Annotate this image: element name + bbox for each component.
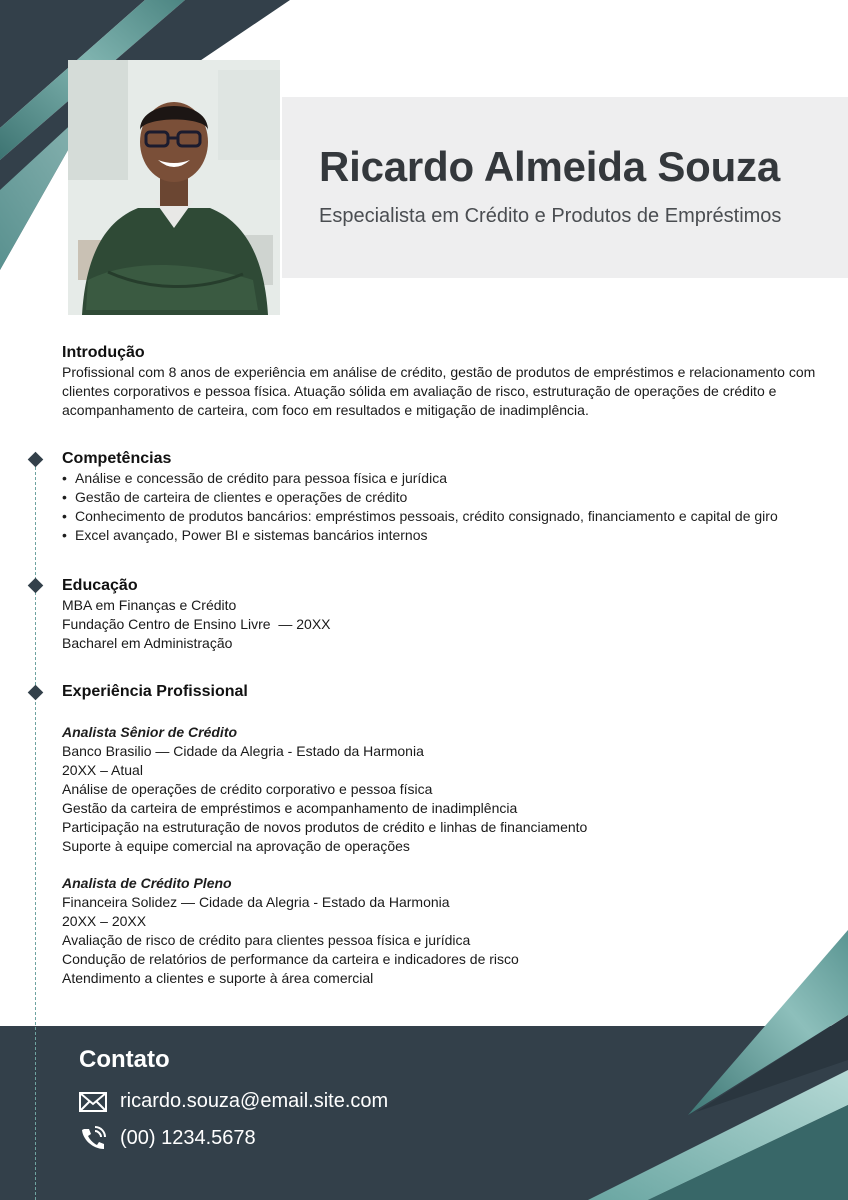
job-task: Análise de operações de crédito corporativo e pessoa física [62,781,433,797]
person-name: Ricardo Almeida Souza [319,143,781,190]
job-title: Analista Sênior de Crédito [62,724,238,740]
skills-title: Competências [62,450,172,467]
job-task: Atendimento a clientes e suporte à área comercial [62,970,374,986]
experience-title: Experiência Profissional [62,683,248,700]
education-line: Bacharel em Administração [62,635,233,651]
timeline-marker-education [28,578,44,594]
job-period: 20XX – 20XX [62,913,147,929]
contact-title: Contato [79,1046,170,1073]
job-company: Banco Brasilio — Cidade da Alegria - Estado da Harmonia [62,743,424,759]
education-title: Educação [62,577,138,594]
skill-item: • Gestão de carteira de clientes e operações de crédito [62,488,822,507]
profile-photo [68,60,280,315]
education-section [62,576,822,653]
person-role: Especialista em Crédito e Produtos de Empréstimos [319,205,782,227]
intro-title: Introdução [62,344,145,361]
skills-section [62,449,822,545]
education-line: Fundação Centro de Ensino Livre — 20XX [62,616,331,632]
job-task: Suporte à equipe comercial na aprovação de operações [62,838,410,854]
job-task: Participação na estruturação de novos produtos de crédito e linhas de financiamento [62,819,588,835]
email-text: ricardo.souza@email.site.com [120,1090,389,1112]
job-period: 20XX – Atual [62,762,143,778]
skill-item: • Conhecimento de produtos bancários: empréstimos pessoais, crédito consignado, financiamento e capital de giro [62,507,822,526]
decorative-bottom-shapes [588,930,848,1200]
skill-item: • Análise e concessão de crédito para pessoa física e jurídica [62,469,822,488]
intro-section [62,343,822,420]
timeline-line [35,452,36,1200]
contact-phone[interactable] [79,1126,256,1150]
job-company: Financeira Solidez — Cidade da Alegria - Estado da Harmonia [62,894,450,910]
timeline-marker-skills [28,452,44,468]
phone-icon [79,1126,107,1150]
contact-email[interactable] [79,1090,388,1113]
job-task: Gestão da carteira de empréstimos e acompanhamento de inadimplência [62,800,518,816]
envelope-icon [79,1092,107,1112]
timeline-marker-experience [28,685,44,701]
job-entry [62,723,822,856]
job-task: Condução de relatórios de performance da carteira e indicadores de risco [62,951,519,967]
skill-item: • Excel avançado, Power BI e sistemas bancários internos [62,526,822,545]
job-task: Avaliação de risco de crédito para clientes pessoa física e jurídica [62,932,471,948]
job-title: Analista de Crédito Pleno [62,875,232,891]
phone-text: (00) 1234.5678 [120,1126,256,1149]
profile-photo-icon [68,60,280,315]
skills-list [62,469,822,545]
education-line: MBA em Finanças e Crédito [62,597,237,613]
intro-text: Profissional com 8 anos de experiência em análise de crédito, gestão de produtos de empréstimos e relacionamento com clientes corporativos e pessoa física. Atuação sólida em avaliação de risco, estruturação de operações de crédito e acompanhamento de carteira, com foco em resultados e mitigação de inadimplência. [62,364,816,418]
